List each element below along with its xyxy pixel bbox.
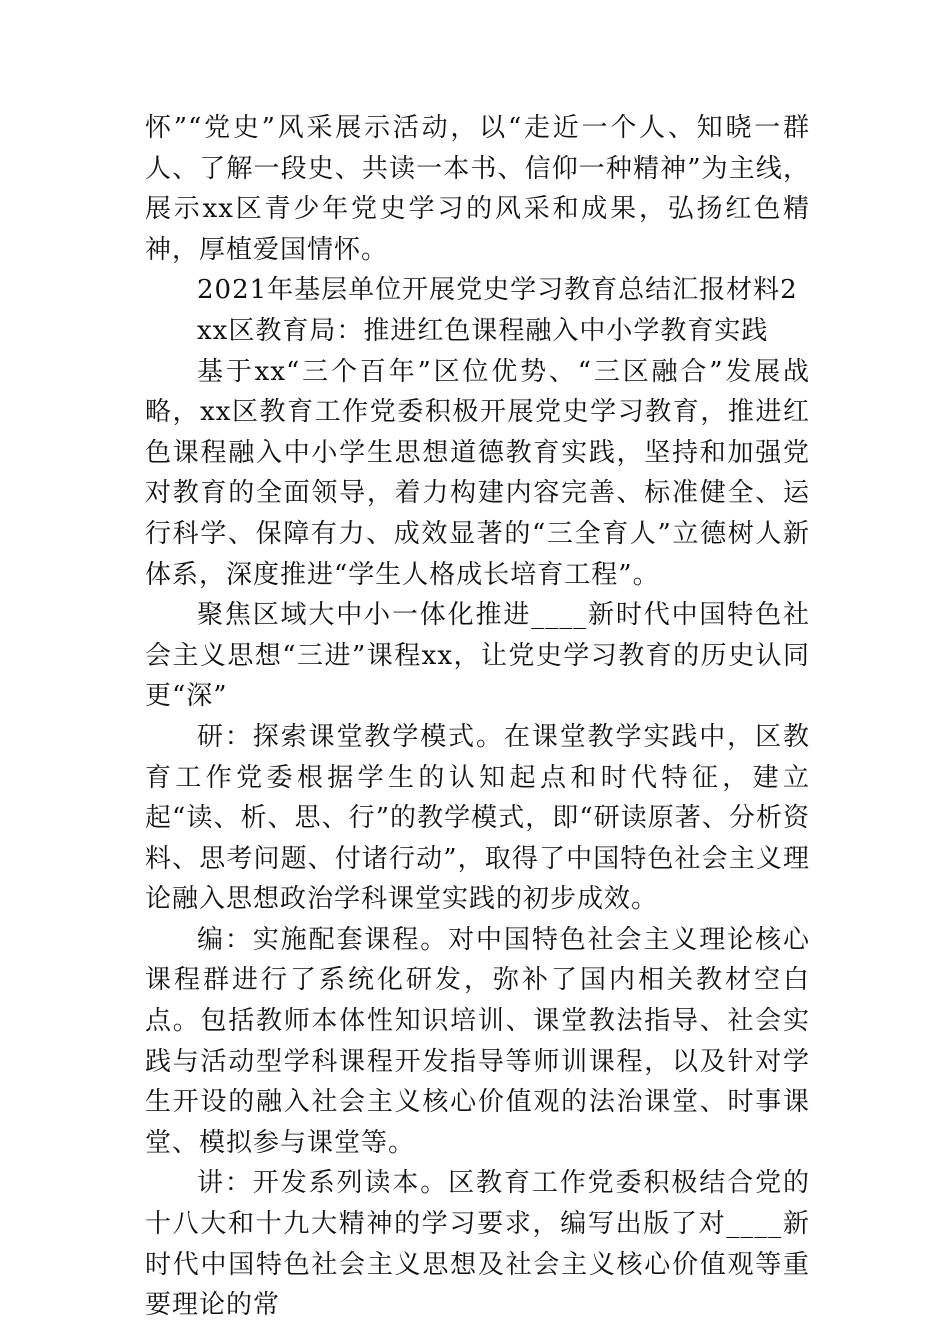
paragraph-intro: 基于xx“三个百年”区位优势、“三区融合”发展战略，xx区教育工作党委积极开展党史学习教育，推进红色课程融入中小学生思想道德教育实践，坚持和加强党对教育的全面领导，着力构建内容完善、标准健全、运行科学、保障有力、成效显著的“三全育人”立德树人新体系，深度推进“学生人格成长培育工程”。 [145,356,810,590]
paragraph-research: 研：探索课堂教学模式。在课堂教学实践中，区教育工作党委根据学生的认知起点和时代特征，建立起“读、析、思、行”的教学模式，即“研读原著、分析资料、思考问题、付诸行动”，取得了中国特色社会主义理论融入思想政治学科课堂实践的初步成效。 [145,721,810,915]
paragraph-continuation: 怀”“党史”风采展示活动，以“走近一个人、知晓一群人、了解一段史、共读一本书、信仰一种精神”为主线，展示xx区青少年党史学习的风采和成果，弘扬红色精神，厚植爱国情怀。 [145,113,810,265]
paragraph-compile: 编：实施配套课程。对中国特色社会主义理论核心课程群进行了系统化研发，弥补了国内相关教材空白点。包括教师本体性知识培训、课堂教法指导、社会实践与活动型学科课程开发指导等师训课程，以及针对学生开设的融入社会主义核心价值观的法治课堂、时事课堂、模拟参与课堂等。 [145,924,810,1158]
section-title: 2021年基层单位开展党史学习教育总结汇报材料2 [197,275,798,306]
document-body [145,108,810,1326]
paragraph-lecture: 讲：开发系列读本。区教育工作党委积极结合党的十八大和十九大精神的学习要求，编写出版了对____新时代中国特色社会主义思想及社会主义核心价值观等重要理论的常 [145,1168,810,1321]
paragraph-heading-focus: 聚焦区域大中小一体化推进____新时代中国特色社会主义思想“三进”课程xx，让党史学习教育的历史认同更“深” [145,600,810,712]
section-subtitle: xx区教育局：推进红色课程融入中小学教育实践 [197,315,769,346]
